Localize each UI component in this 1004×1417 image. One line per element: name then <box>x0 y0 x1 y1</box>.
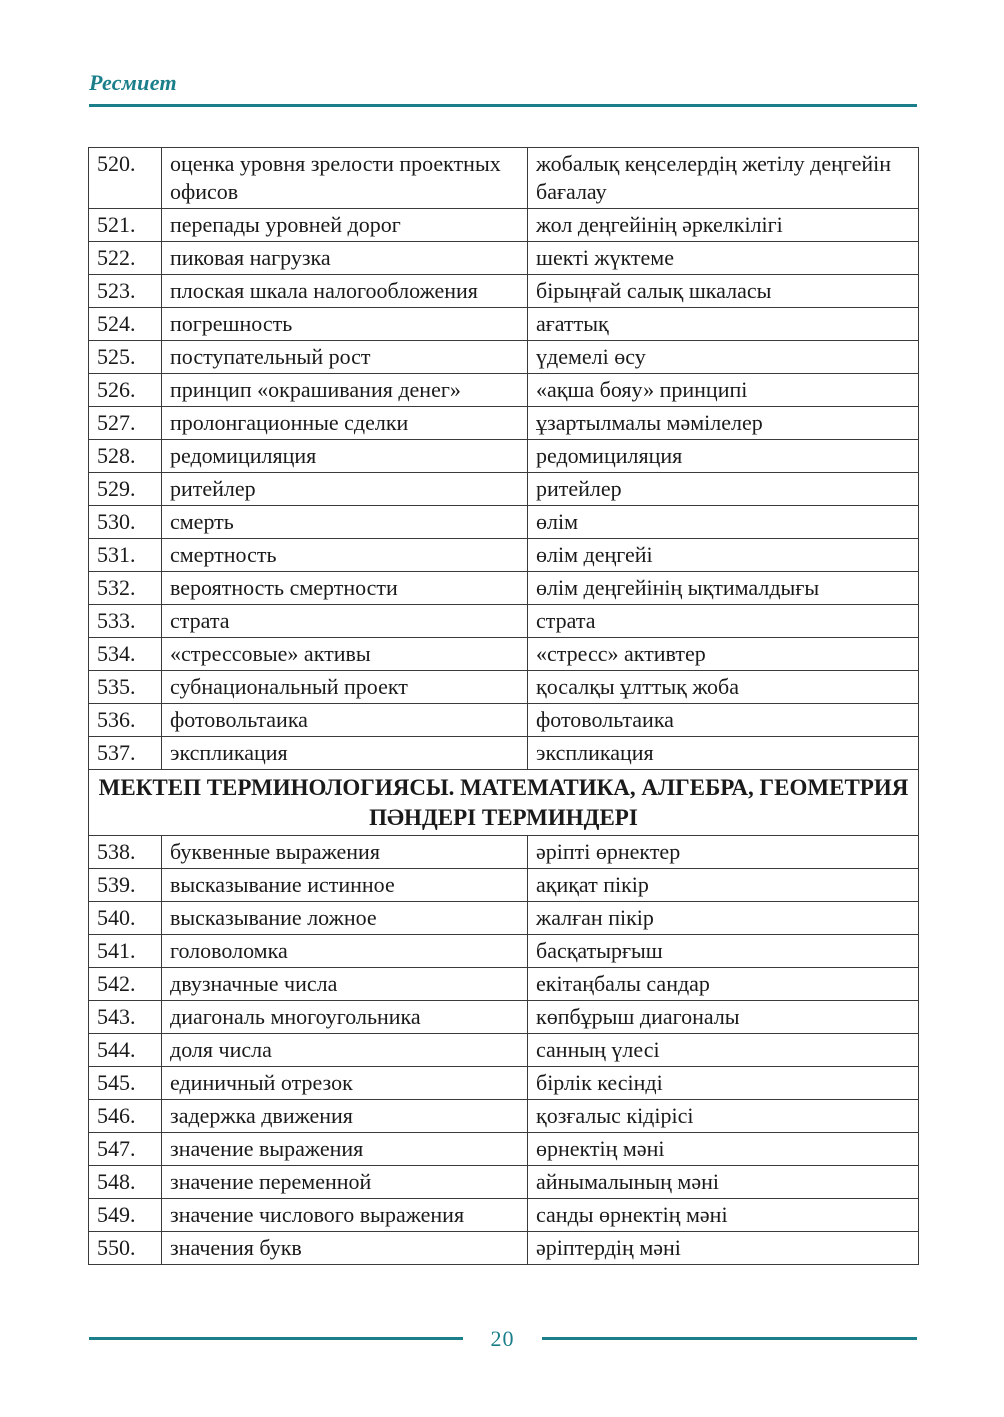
kazakh-term-cell: страта <box>528 605 919 638</box>
kazakh-term-cell: жалған пікір <box>528 902 919 935</box>
table-row <box>89 902 919 935</box>
russian-term-cell: смерть <box>162 506 528 539</box>
term-number-cell: 530. <box>89 506 162 539</box>
russian-term-cell: поступательный рост <box>162 341 528 374</box>
footer-divider-left <box>89 1337 463 1340</box>
kazakh-term-cell: бірлік кесінді <box>528 1067 919 1100</box>
russian-term-cell: фотовольтаика <box>162 704 528 737</box>
kazakh-term-cell: әріпті өрнектер <box>528 836 919 869</box>
term-number-cell: 546. <box>89 1100 162 1133</box>
term-number-cell: 526. <box>89 374 162 407</box>
kazakh-term-cell: ағаттық <box>528 308 919 341</box>
term-number-cell: 524. <box>89 308 162 341</box>
kazakh-term-cell: ұзартылмалы мәмілелер <box>528 407 919 440</box>
table-row <box>89 473 919 506</box>
table-row <box>89 671 919 704</box>
table-row <box>89 407 919 440</box>
russian-term-cell: пролонгационные сделки <box>162 407 528 440</box>
term-number-cell: 521. <box>89 209 162 242</box>
term-number-cell: 545. <box>89 1067 162 1100</box>
kazakh-term-cell: санды өрнектің мәні <box>528 1199 919 1232</box>
term-number-cell: 542. <box>89 968 162 1001</box>
table-row <box>89 209 919 242</box>
table-row <box>89 242 919 275</box>
kazakh-term-cell: көпбұрыш диагоналы <box>528 1001 919 1034</box>
table-row <box>89 1133 919 1166</box>
table-row <box>89 1100 919 1133</box>
table-row <box>89 1166 919 1199</box>
term-number-cell: 533. <box>89 605 162 638</box>
table-row <box>89 148 919 209</box>
russian-term-cell: погрешность <box>162 308 528 341</box>
kazakh-term-cell: санның үлесі <box>528 1034 919 1067</box>
table-row <box>89 638 919 671</box>
table-row <box>89 1001 919 1034</box>
russian-term-cell: доля числа <box>162 1034 528 1067</box>
kazakh-term-cell: өрнектің мәні <box>528 1133 919 1166</box>
russian-term-cell: единичный отрезок <box>162 1067 528 1100</box>
kazakh-term-cell: үдемелі өсу <box>528 341 919 374</box>
russian-term-cell: двузначные числа <box>162 968 528 1001</box>
russian-term-cell: плоская шкала налогообложения <box>162 275 528 308</box>
table-row <box>89 308 919 341</box>
kazakh-term-cell: «стресс» активтер <box>528 638 919 671</box>
kazakh-term-cell: ритейлер <box>528 473 919 506</box>
table-row <box>89 374 919 407</box>
russian-term-cell: принцип «окрашивания денег» <box>162 374 528 407</box>
table-row <box>89 1034 919 1067</box>
kazakh-term-cell: әріптердің мәні <box>528 1232 919 1265</box>
term-number-cell: 550. <box>89 1232 162 1265</box>
term-number-cell: 531. <box>89 539 162 572</box>
russian-term-cell: перепады уровней дорог <box>162 209 528 242</box>
header-divider <box>89 104 917 107</box>
kazakh-term-cell: өлім деңгейі <box>528 539 919 572</box>
russian-term-cell: значение выражения <box>162 1133 528 1166</box>
table-row <box>89 968 919 1001</box>
term-number-cell: 536. <box>89 704 162 737</box>
term-number-cell: 539. <box>89 869 162 902</box>
table-row <box>89 869 919 902</box>
term-number-cell: 543. <box>89 1001 162 1034</box>
russian-term-cell: смертность <box>162 539 528 572</box>
russian-term-cell: редомициляция <box>162 440 528 473</box>
footer-divider-right <box>542 1337 917 1340</box>
kazakh-term-cell: жол деңгейінің әркелкілігі <box>528 209 919 242</box>
term-number-cell: 523. <box>89 275 162 308</box>
table-row <box>89 704 919 737</box>
table-row <box>89 341 919 374</box>
table-row <box>89 275 919 308</box>
russian-term-cell: вероятность смертности <box>162 572 528 605</box>
table-row <box>89 605 919 638</box>
russian-term-cell: высказывание истинное <box>162 869 528 902</box>
russian-term-cell: экспликация <box>162 737 528 770</box>
table-row <box>89 935 919 968</box>
kazakh-term-cell: екітаңбалы сандар <box>528 968 919 1001</box>
table-row <box>89 737 919 770</box>
term-number-cell: 520. <box>89 148 162 209</box>
kazakh-term-cell: қозғалыс кідірісі <box>528 1100 919 1133</box>
page-number: 20 <box>490 1326 515 1351</box>
term-number-cell: 529. <box>89 473 162 506</box>
kazakh-term-cell: өлім деңгейінің ықтималдығы <box>528 572 919 605</box>
russian-term-cell: значение числового выражения <box>162 1199 528 1232</box>
russian-term-cell: значения букв <box>162 1232 528 1265</box>
table-row <box>89 572 919 605</box>
section-heading-row <box>89 770 919 836</box>
russian-term-cell: головоломка <box>162 935 528 968</box>
page-header-title: Ресмиет <box>89 70 177 95</box>
term-number-cell: 535. <box>89 671 162 704</box>
russian-term-cell: диагональ многоугольника <box>162 1001 528 1034</box>
kazakh-term-cell: экспликация <box>528 737 919 770</box>
term-number-cell: 540. <box>89 902 162 935</box>
russian-term-cell: задержка движения <box>162 1100 528 1133</box>
table-row <box>89 1199 919 1232</box>
term-number-cell: 537. <box>89 737 162 770</box>
russian-term-cell: ритейлер <box>162 473 528 506</box>
term-number-cell: 532. <box>89 572 162 605</box>
russian-term-cell: страта <box>162 605 528 638</box>
table-row <box>89 506 919 539</box>
table-row <box>89 1232 919 1265</box>
term-number-cell: 534. <box>89 638 162 671</box>
russian-term-cell: высказывание ложное <box>162 902 528 935</box>
kazakh-term-cell: бірыңғай салық шкаласы <box>528 275 919 308</box>
term-number-cell: 548. <box>89 1166 162 1199</box>
term-number-cell: 528. <box>89 440 162 473</box>
section-heading: МЕКТЕП ТЕРМИНОЛОГИЯСЫ. МАТЕМАТИКА, АЛГЕБРА, ГЕОМЕТРИЯ ПӘНДЕРІ ТЕРМИНДЕРІ <box>89 770 919 836</box>
table-row <box>89 1067 919 1100</box>
kazakh-term-cell: басқатырғыш <box>528 935 919 968</box>
term-number-cell: 541. <box>89 935 162 968</box>
term-number-cell: 538. <box>89 836 162 869</box>
kazakh-term-cell: жобалық кеңселердің жетілу деңгейін бағалау <box>528 148 919 209</box>
term-number-cell: 525. <box>89 341 162 374</box>
kazakh-term-cell: фотовольтаика <box>528 704 919 737</box>
term-number-cell: 544. <box>89 1034 162 1067</box>
table-row <box>89 440 919 473</box>
kazakh-term-cell: қосалқы ұлттық жоба <box>528 671 919 704</box>
russian-term-cell: пиковая нагрузка <box>162 242 528 275</box>
russian-term-cell: «стрессовые» активы <box>162 638 528 671</box>
russian-term-cell: субнациональный проект <box>162 671 528 704</box>
term-number-cell: 522. <box>89 242 162 275</box>
kazakh-term-cell: шекті жүктеме <box>528 242 919 275</box>
russian-term-cell: значение переменной <box>162 1166 528 1199</box>
russian-term-cell: оценка уровня зрелости проектных офисов <box>162 148 528 209</box>
kazakh-term-cell: айнымалының мәні <box>528 1166 919 1199</box>
kazakh-term-cell: ақиқат пікір <box>528 869 919 902</box>
term-number-cell: 549. <box>89 1199 162 1232</box>
glossary-table-body <box>89 148 919 1265</box>
kazakh-term-cell: редомициляция <box>528 440 919 473</box>
term-number-cell: 547. <box>89 1133 162 1166</box>
term-number-cell: 527. <box>89 407 162 440</box>
russian-term-cell: буквенные выражения <box>162 836 528 869</box>
table-row <box>89 539 919 572</box>
glossary-table <box>88 147 919 1265</box>
kazakh-term-cell: «ақша бояу» принципі <box>528 374 919 407</box>
kazakh-term-cell: өлім <box>528 506 919 539</box>
table-row <box>89 836 919 869</box>
